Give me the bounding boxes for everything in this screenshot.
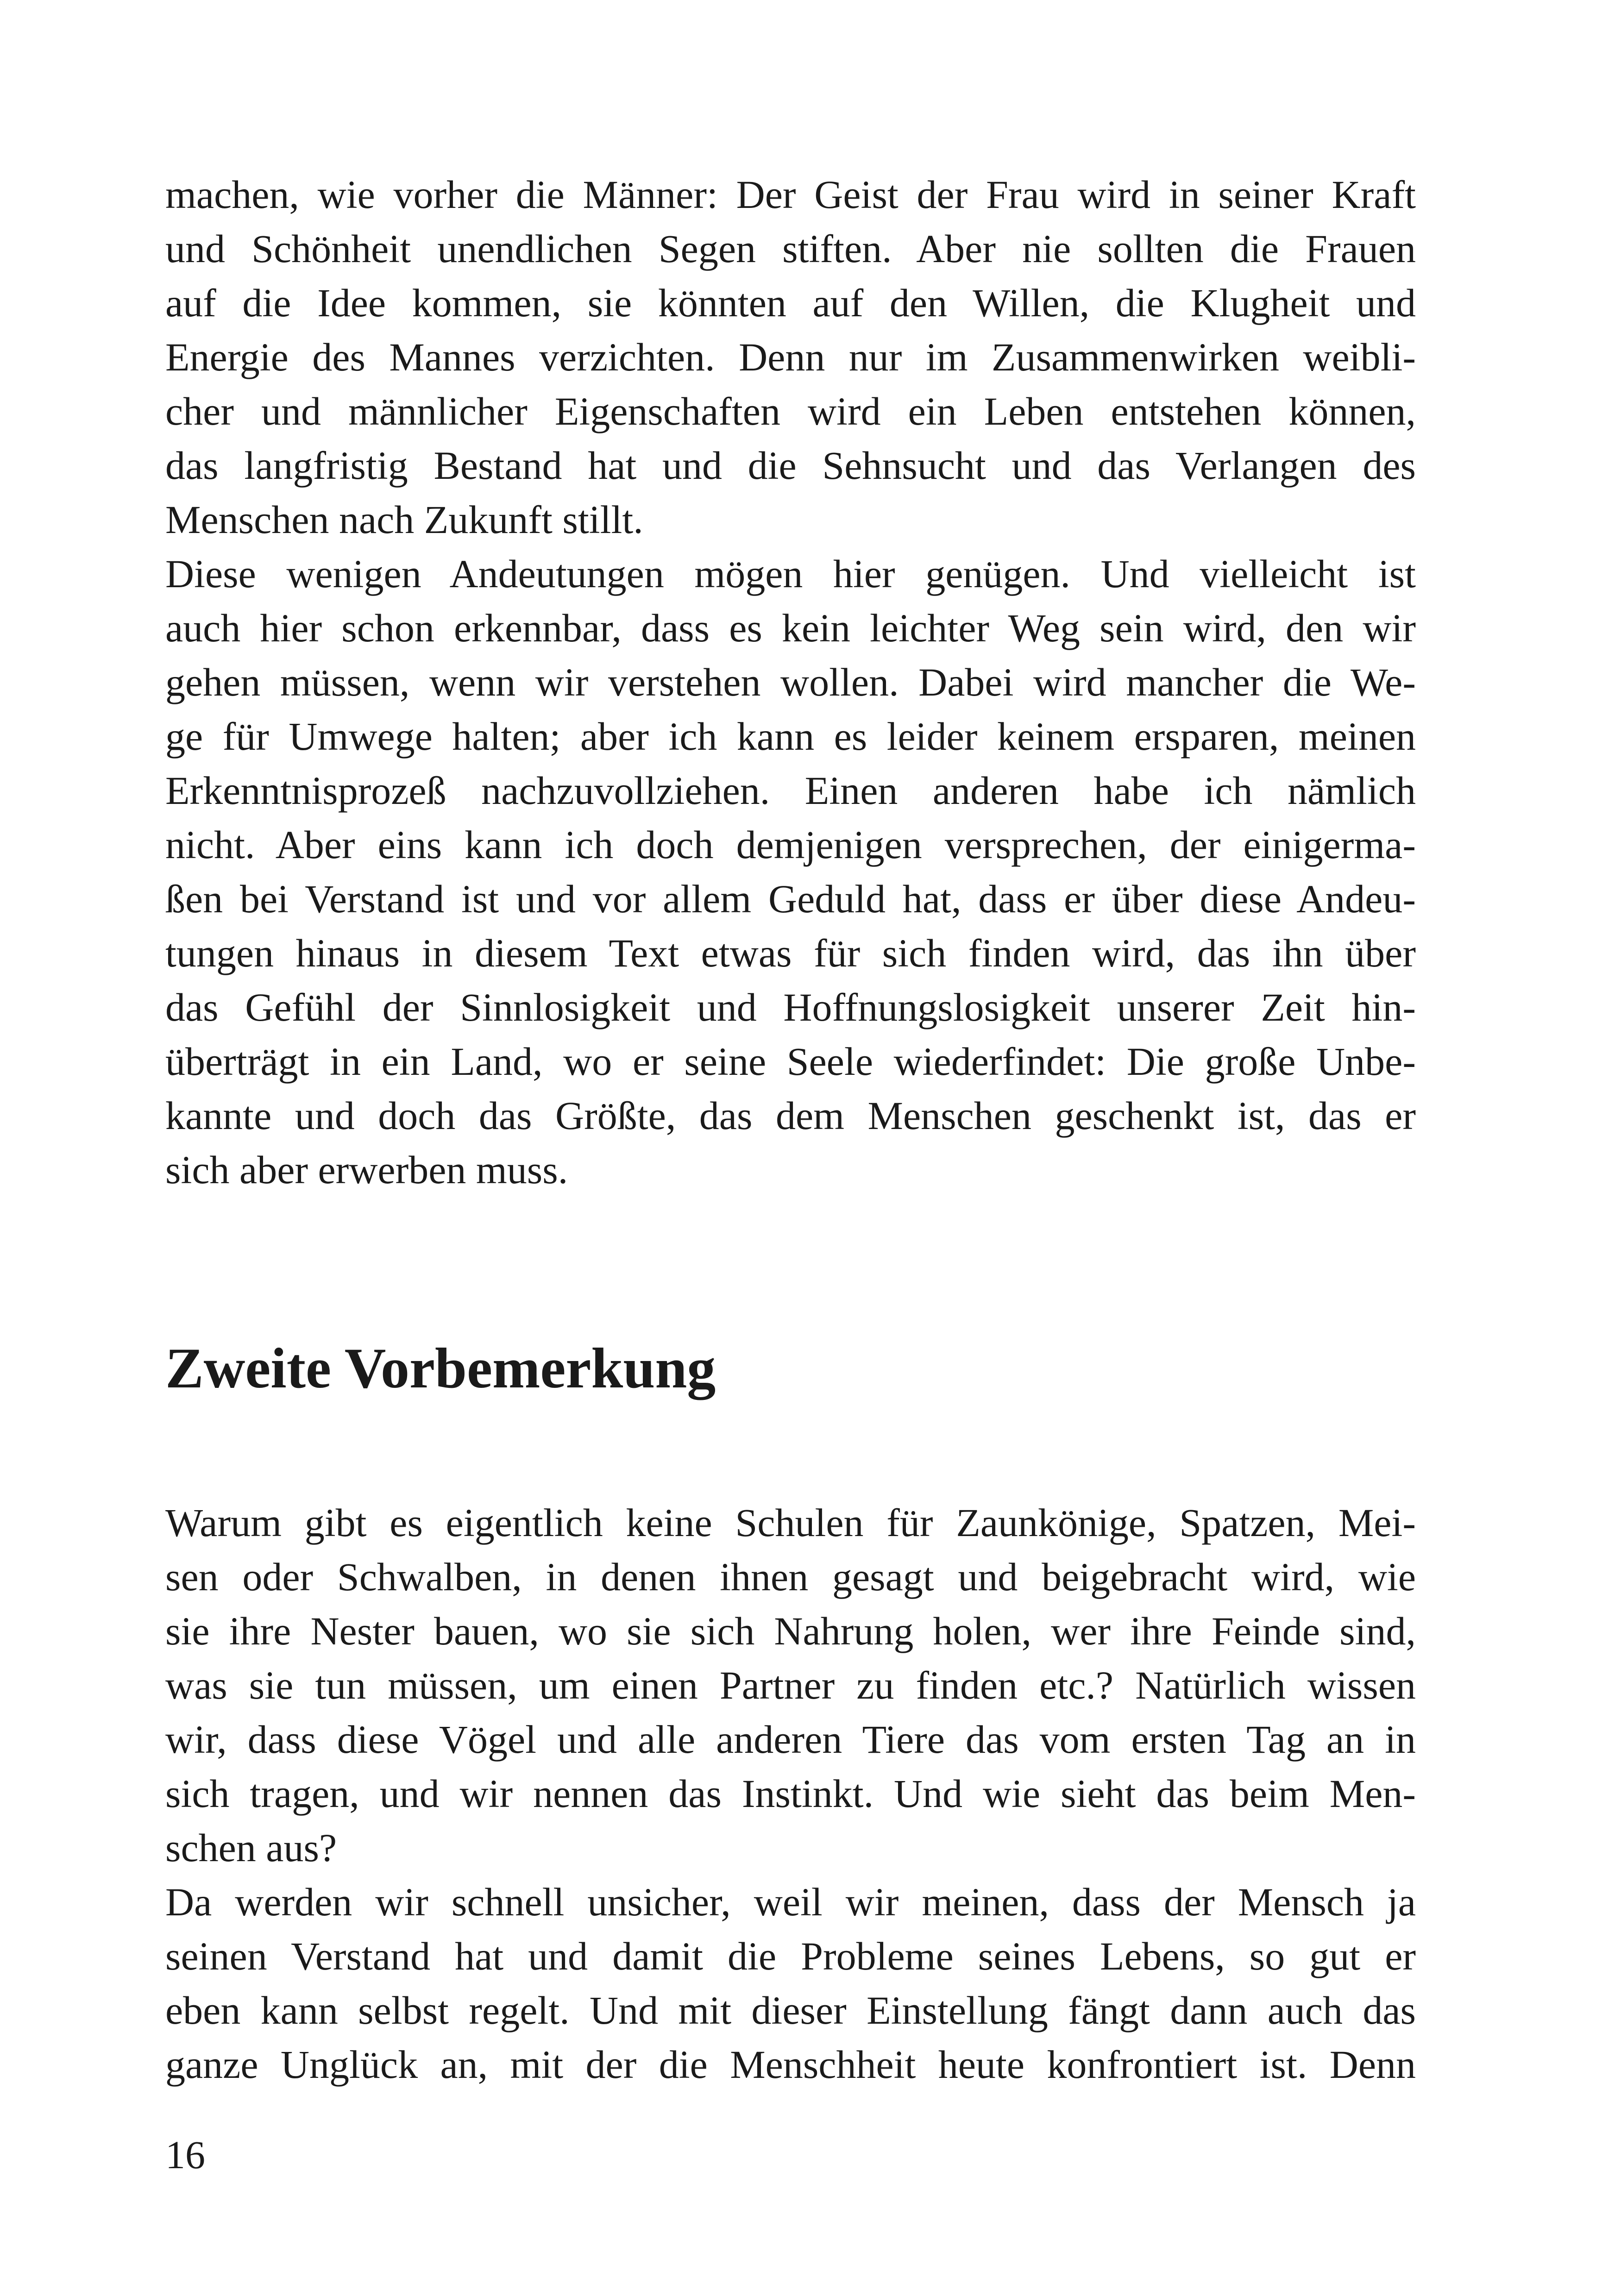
text-line: wir, dass diese Vögel und alle anderen Tiere das vom ersten Tag an in — [165, 1717, 1416, 1762]
text-line: das Gefühl der Sinnlosigkeit und Hoffnungslosigkeit unserer Zeit hin- — [165, 985, 1416, 1029]
text-line: ganze Unglück an, mit der die Menschheit heute konfrontiert ist. Denn — [165, 2042, 1416, 2087]
text-line: schen aus? — [165, 1826, 337, 1870]
section-heading: Zweite Vorbemerkung — [165, 1336, 716, 1400]
body-text-bottom — [165, 1496, 1416, 2092]
text-line: auch hier schon erkennbar, dass es kein leichter Weg sein wird, den wir — [165, 606, 1416, 650]
text-line: kannte und doch das Größte, das dem Menschen geschenkt ist, das er — [165, 1093, 1416, 1138]
text-line: sich aber erwerben muss. — [165, 1148, 568, 1192]
text-line: was sie tun müssen, um einen Partner zu finden etc.? Natürlich wissen — [165, 1663, 1416, 1707]
text-line: tungen hinaus in diesem Text etwas für sich finden wird, das ihn über — [165, 931, 1416, 975]
text-line: überträgt in ein Land, wo er seine Seele wiederfindet: Die große Unbe- — [165, 1039, 1416, 1084]
text-line: Diese wenigen Andeutungen mögen hier genügen. Und vielleicht ist — [165, 552, 1416, 596]
text-line: cher und männlicher Eigenschaften wird ein Leben entstehen können, — [165, 389, 1416, 433]
text-line: seinen Verstand hat und damit die Probleme seines Lebens, so gut er — [165, 1934, 1416, 1978]
text-line: ge für Umwege halten; aber ich kann es leider keinem ersparen, meinen — [165, 714, 1416, 759]
text-line: auf die Idee kommen, sie könnten auf den Willen, die Klugheit und — [165, 281, 1416, 325]
text-line: sich tragen, und wir nennen das Instinkt. Und wie sieht das beim Men- — [165, 1771, 1416, 1816]
text-line: machen, wie vorher die Männer: Der Geist der Frau wird in seiner Kraft — [165, 172, 1416, 217]
text-line: das langfristig Bestand hat und die Sehnsucht und das Verlangen des — [165, 443, 1416, 488]
text-line: Warum gibt es eigentlich keine Schulen für Zaunkönige, Spatzen, Mei- — [165, 1500, 1416, 1545]
page-number: 16 — [165, 2133, 205, 2177]
text-line: sen oder Schwalben, in denen ihnen gesagt und beigebracht wird, wie — [165, 1555, 1416, 1599]
text-line: und Schönheit unendlichen Segen stiften. Aber nie sollten die Frauen — [165, 226, 1416, 271]
text-line: Energie des Mannes verzichten. Denn nur im Zusammenwirken weibli- — [165, 335, 1416, 379]
text-line: sie ihre Nester bauen, wo sie sich Nahrung holen, wer ihre Feinde sind, — [165, 1609, 1416, 1653]
text-line: Erkenntnisprozeß nachzuvollziehen. Einen anderen habe ich nämlich — [165, 768, 1416, 813]
text-line: gehen müssen, wenn wir verstehen wollen. Dabei wird mancher die We- — [165, 660, 1416, 704]
text-line: Menschen nach Zukunft stillt. — [165, 497, 643, 542]
text-line: ßen bei Verstand ist und vor allem Geduld hat, dass er über diese Andeu- — [165, 877, 1416, 921]
text-line: Da werden wir schnell unsicher, weil wir meinen, dass der Mensch ja — [165, 1880, 1416, 1924]
text-line: nicht. Aber eins kann ich doch demjenigen versprechen, der einigerma- — [165, 822, 1416, 867]
body-text-top — [165, 168, 1416, 1197]
text-line: eben kann selbst regelt. Und mit dieser Einstellung fängt dann auch das — [165, 1988, 1416, 2033]
